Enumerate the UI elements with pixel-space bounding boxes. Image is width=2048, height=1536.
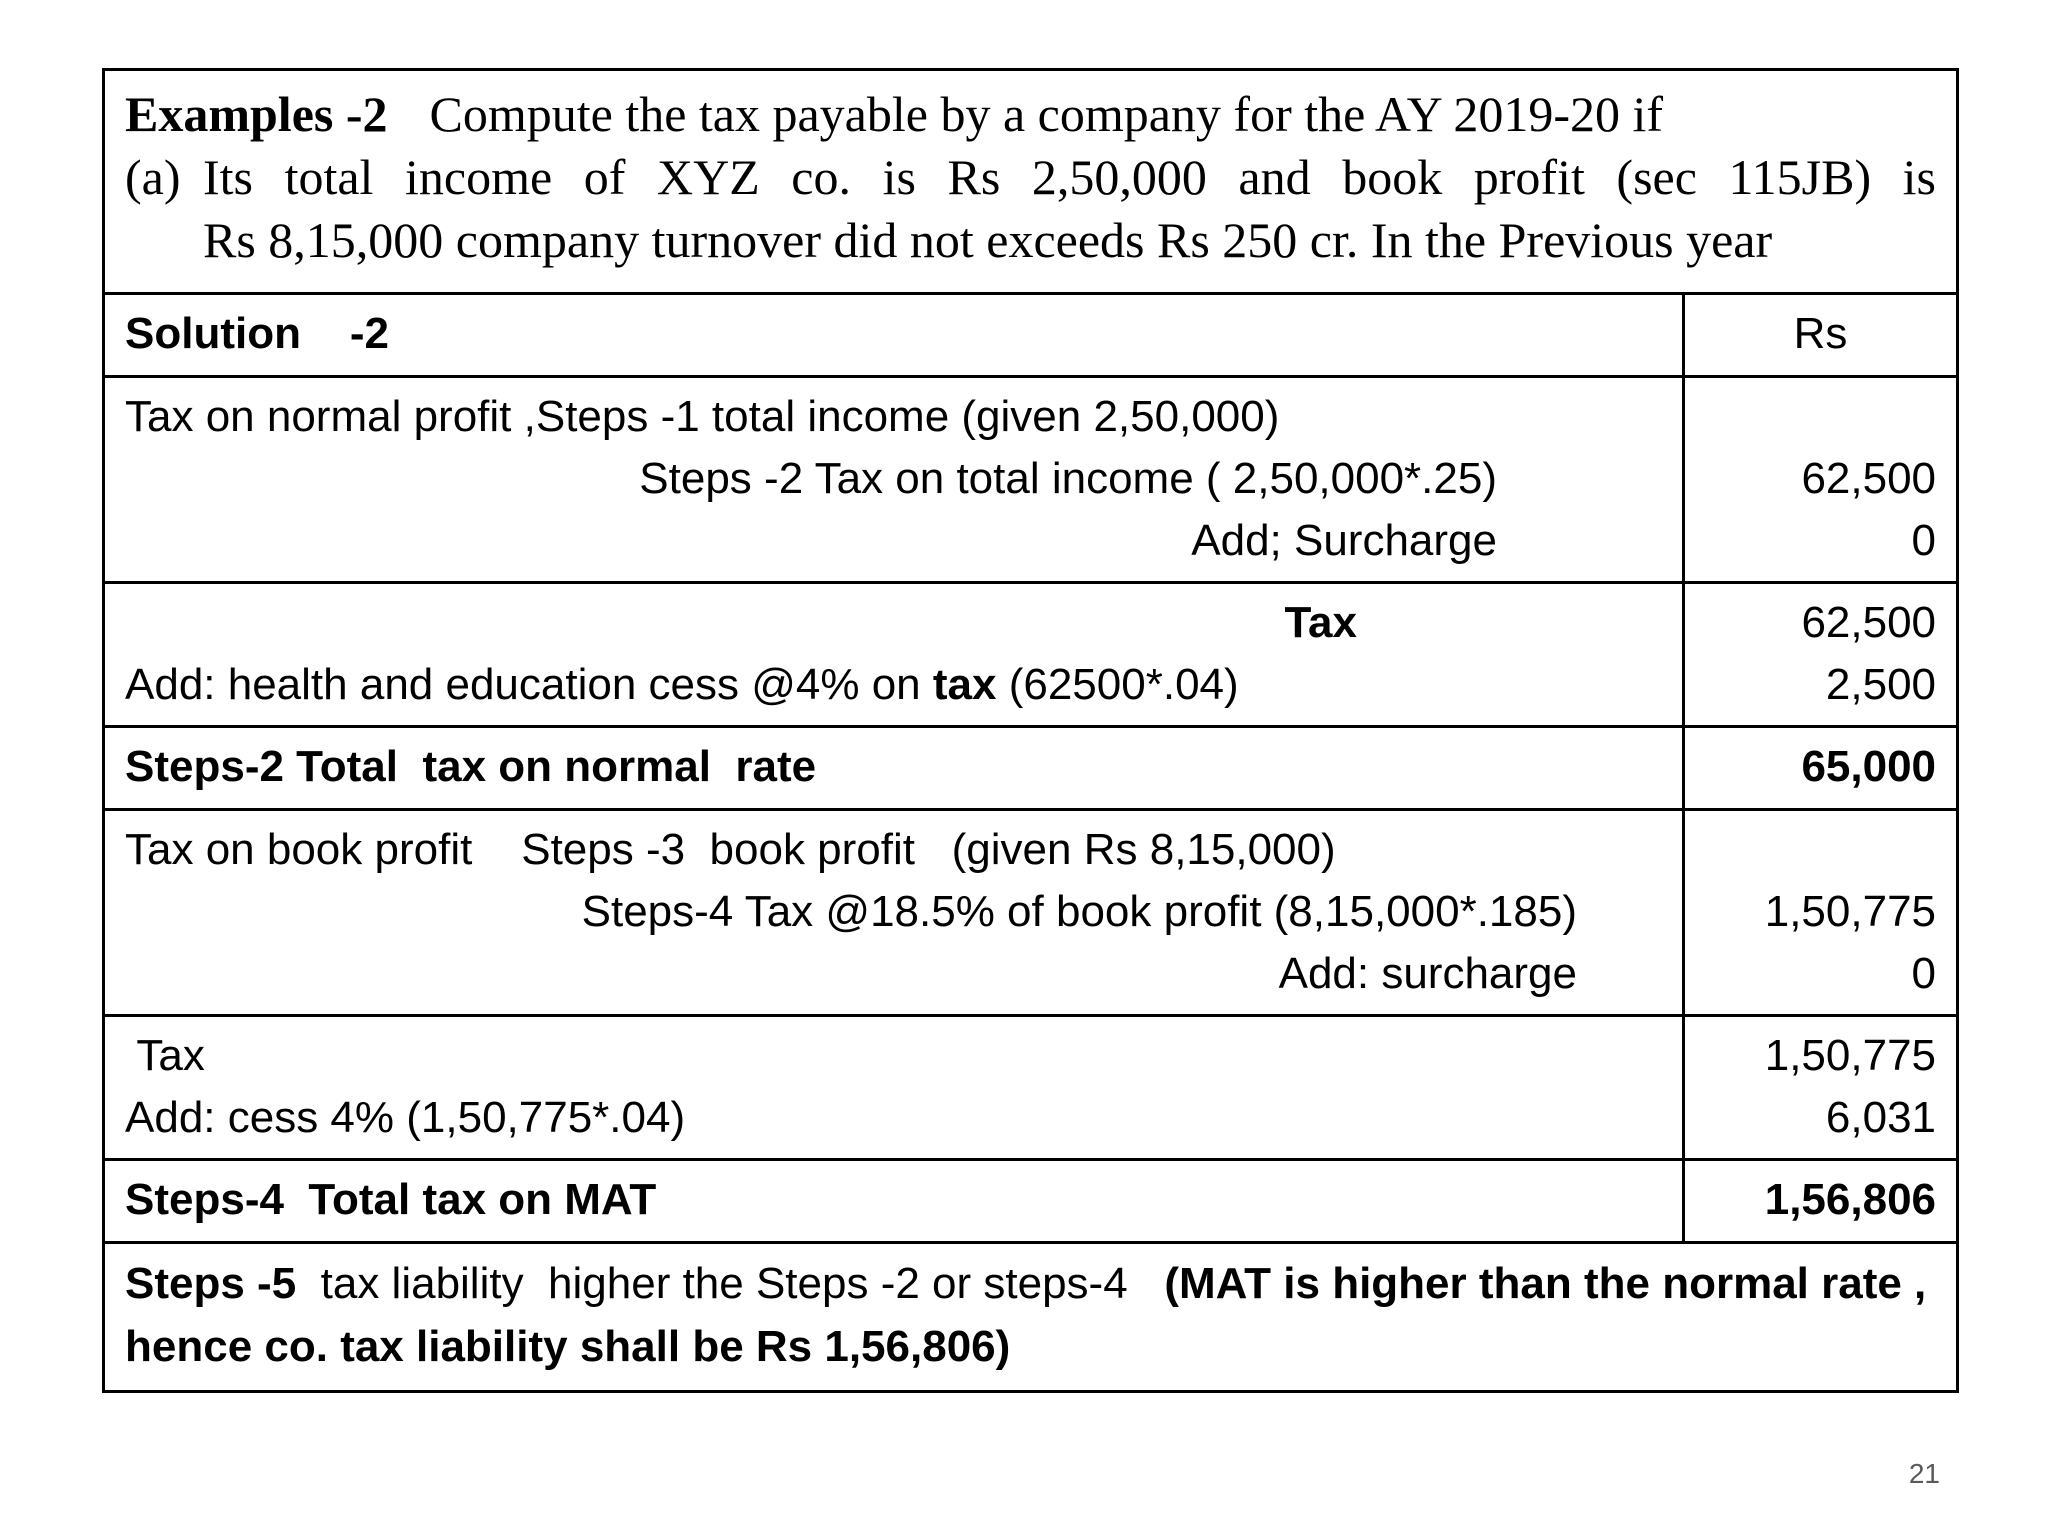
- normal-total-amount: 65,000: [1801, 742, 1937, 791]
- item-marker: (a): [125, 149, 181, 205]
- normal-cess-prefix: Add: health and education cess @4% on: [125, 660, 933, 709]
- mat-total-amount-cell: [1684, 1160, 1958, 1243]
- question-heading: [125, 83, 1936, 146]
- solution-label-cell: [104, 294, 1684, 377]
- tax-computation-table: [102, 68, 1959, 1393]
- solution-label: Solution -2: [125, 309, 389, 358]
- book-profit-row: [104, 810, 1958, 1016]
- normal-tax-amounts: [1684, 583, 1958, 727]
- amount-header: Rs: [1793, 309, 1848, 358]
- item-line-1: Its total income of XYZ co. is Rs 2,50,000 and book profit (sec 115JB) is: [203, 149, 1937, 205]
- item-text: [203, 146, 1936, 272]
- mat-tax-desc: [104, 1016, 1684, 1160]
- example-title: Examples -2: [125, 86, 388, 142]
- question-text: Compute the tax payable by a company for the AY 2019-20 if: [429, 86, 1664, 142]
- conclusion-text: tax liability higher the Steps -2 or steps-4: [296, 1259, 1165, 1308]
- conclusion-step-label: Steps -5: [125, 1259, 297, 1308]
- normal-tax-desc: [104, 583, 1684, 727]
- normal-profit-row: [104, 377, 1958, 583]
- mat-total-row: [104, 1160, 1958, 1243]
- normal-total-row: [104, 727, 1958, 810]
- question-item-a: [125, 146, 1936, 272]
- normal-profit-line-3: Add; Surcharge: [1191, 516, 1497, 565]
- mat-tax-subtotal: 1,50,775: [1764, 1031, 1937, 1080]
- mat-cess-label: Add: cess 4% (1,50,775*.04): [125, 1093, 686, 1142]
- normal-cess-label: [125, 654, 1662, 716]
- normal-profit-amounts: [1684, 377, 1958, 583]
- normal-total-label-cell: [104, 727, 1684, 810]
- mat-total-label-cell: [104, 1160, 1684, 1243]
- book-profit-line-2: Steps-4 Tax @18.5% of book profit (8,15,000*.185): [581, 887, 1577, 936]
- amount-header-cell: [1684, 294, 1958, 377]
- mat-total-amount: 1,56,806: [1764, 1175, 1937, 1224]
- mat-total-label: Steps-4 Total tax on MAT: [125, 1175, 657, 1224]
- normal-cess-amount: 2,500: [1825, 660, 1937, 709]
- normal-tax-label: Tax: [1284, 598, 1357, 647]
- book-profit-amounts: [1684, 810, 1958, 1016]
- normal-profit-desc: [104, 377, 1684, 583]
- mat-tax-label: Tax: [125, 1031, 205, 1080]
- solution-header-row: [104, 294, 1958, 377]
- normal-profit-line-1: Tax on normal profit ,Steps -1 total income (given 2,50,000): [125, 392, 1280, 441]
- question-cell: [104, 70, 1958, 294]
- normal-tax-amount: 62,500: [1801, 454, 1937, 503]
- normal-total-label: Steps-2 Total tax on normal rate: [125, 742, 817, 791]
- normal-tax-subtotal: 62,500: [1801, 598, 1937, 647]
- normal-surcharge-amount: 0: [1911, 516, 1937, 565]
- page-number: 21: [1908, 1458, 1940, 1489]
- book-profit-line-3: Add: surcharge: [1278, 949, 1577, 998]
- question-row: [104, 70, 1958, 294]
- book-profit-line-1: Tax on book profit Steps -3 book profit (given Rs 8,15,000): [125, 825, 1336, 874]
- mat-cess-amount: 6,031: [1825, 1093, 1937, 1142]
- item-line-2: Rs 8,15,000 company turnover did not exceeds Rs 250 cr. In the Previous year: [203, 212, 1773, 268]
- normal-tax-row: [104, 583, 1958, 727]
- mat-tax-amount: 1,50,775: [1764, 887, 1937, 936]
- normal-profit-line-2: Steps -2 Tax on total income ( 2,50,000*.25): [639, 454, 1497, 503]
- conclusion-cell: [104, 1243, 1958, 1392]
- normal-total-amount-cell: [1684, 727, 1958, 810]
- book-profit-desc: [104, 810, 1684, 1016]
- conclusion-row: [104, 1243, 1958, 1392]
- conclusion-result: (MAT is higher than the normal rate , hence co. tax liability shall be Rs 1,56,806): [125, 1259, 1927, 1371]
- mat-surcharge-amount: 0: [1911, 949, 1937, 998]
- normal-cess-bold: tax: [932, 660, 997, 709]
- mat-tax-row: [104, 1016, 1958, 1160]
- mat-tax-amounts: [1684, 1016, 1958, 1160]
- normal-cess-suffix: (62500*.04): [996, 660, 1239, 709]
